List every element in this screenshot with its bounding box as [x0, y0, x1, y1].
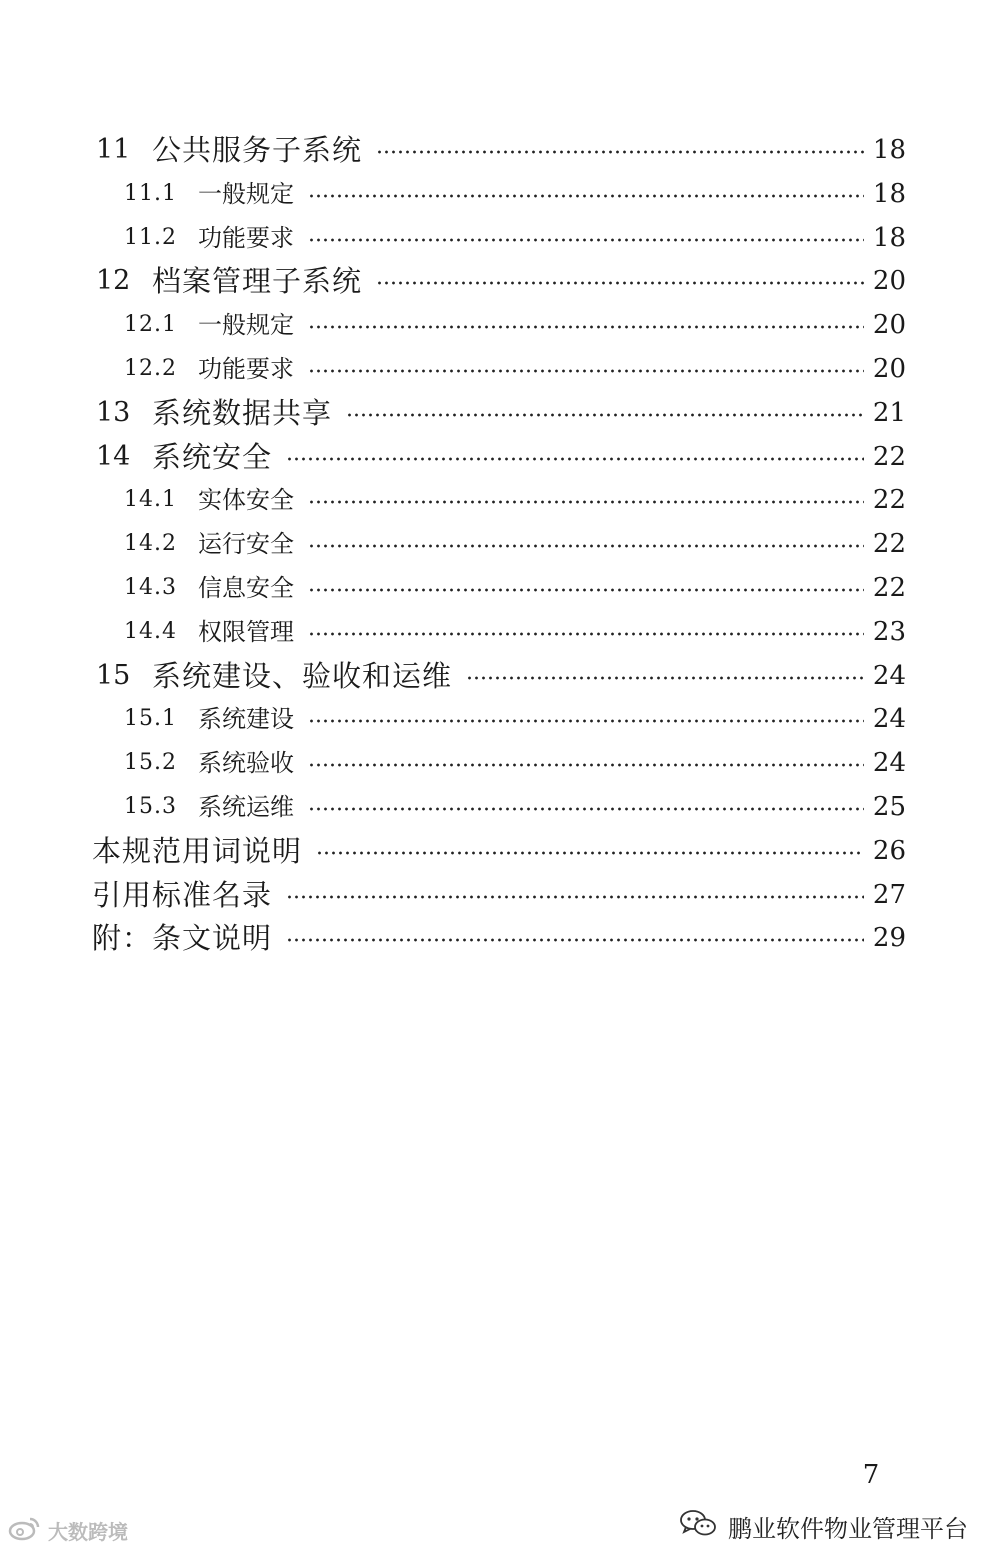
toc-entry	[0, 305, 998, 345]
toc-entry-number: 12.2	[124, 356, 177, 381]
toc-entry-number: 14.1	[124, 487, 177, 513]
toc-entry-page: 22	[872, 441, 906, 472]
watermark-left-text: 大数跨境	[48, 1519, 128, 1544]
toc-entry-page: 22	[872, 485, 906, 516]
toc-entry-title: 档案管理子系统	[152, 264, 363, 299]
toc-entry	[0, 174, 998, 214]
toc-entry-page: 18	[872, 178, 906, 209]
toc-entry-title: 系统运维	[198, 793, 294, 821]
toc-entry-number: 15.1	[124, 706, 177, 732]
toc-entry-number: 14	[96, 440, 131, 472]
toc-entry-page: 22	[872, 573, 906, 603]
toc-entry-number: 12	[96, 265, 131, 297]
toc-entry-page: 20	[872, 310, 906, 341]
toc-entry-title: 系统建设	[198, 705, 294, 734]
toc-entry-number: 15.2	[124, 750, 177, 776]
toc-entry-title: 一般规定	[198, 179, 294, 208]
toc-entry-title: 权限管理	[198, 617, 294, 646]
toc-entry	[0, 831, 998, 871]
toc-entry	[0, 130, 998, 170]
toc-entry-title: 附：条文说明	[92, 921, 273, 956]
watermark-left	[8, 1515, 128, 1545]
toc-entry	[0, 218, 998, 258]
toc-entry-page: 18	[872, 135, 906, 165]
toc-leader-dots	[308, 194, 864, 198]
toc-entry	[0, 480, 998, 520]
toc-leader-dots	[376, 281, 864, 285]
toc-entry-number: 13	[96, 396, 131, 428]
toc-entry-title: 功能要求	[198, 355, 294, 383]
toc-entry-title: 系统验收	[198, 749, 294, 778]
toc-entry-page: 18	[872, 222, 906, 253]
toc-entry-page: 25	[872, 792, 906, 822]
toc-entry-title: 运行安全	[198, 530, 294, 559]
toc-entry	[0, 261, 998, 301]
toc-entry	[0, 699, 998, 739]
toc-leader-dots	[308, 500, 864, 504]
toc-entry-number: 15	[96, 659, 131, 691]
toc-entry	[0, 393, 998, 433]
toc-leader-dots	[286, 938, 864, 942]
page-number: 7	[862, 1460, 880, 1490]
toc-entry-title: 信息安全	[198, 574, 294, 602]
toc-entry-title: 系统建设、验收和运维	[152, 658, 453, 693]
toc-entry-title: 实体安全	[198, 486, 294, 515]
toc-entry-title: 引用标准名录	[92, 877, 273, 912]
toc-leader-dots	[308, 369, 864, 373]
toc-entry-title: 系统安全	[152, 439, 273, 474]
toc-entry-page: 26	[872, 835, 906, 866]
toc-entry	[0, 918, 998, 958]
toc-entry-page: 24	[872, 748, 906, 779]
toc-entry-number: 11	[96, 134, 131, 165]
toc-leader-dots	[376, 150, 864, 154]
wechat-icon	[678, 1508, 718, 1544]
toc-entry-number: 14.4	[124, 618, 177, 644]
toc-entry	[0, 437, 998, 477]
toc-leader-dots	[308, 325, 864, 329]
toc-entry-number: 14.2	[124, 531, 177, 557]
toc-entry-page: 24	[872, 660, 906, 691]
toc-entry-title: 一般规定	[198, 311, 294, 340]
toc-entry-page: 24	[872, 704, 906, 735]
toc-entry	[0, 612, 998, 652]
toc-leader-dots	[308, 719, 864, 723]
toc-leader-dots	[316, 851, 864, 855]
toc-leader-dots	[308, 544, 864, 548]
toc-entry-page: 20	[872, 354, 906, 384]
toc-leader-dots	[346, 413, 864, 417]
toc-entry	[0, 875, 998, 915]
toc-entry	[0, 349, 998, 389]
toc-entry-title: 功能要求	[198, 223, 294, 252]
toc-entry-page: 29	[872, 923, 906, 954]
toc-entry	[0, 568, 998, 608]
toc-entry-page: 23	[872, 616, 906, 647]
toc-entry	[0, 787, 998, 827]
watermark-right	[678, 1506, 968, 1546]
weibo-icon	[8, 1515, 42, 1546]
toc-leader-dots	[466, 676, 864, 680]
toc-entry-number: 11.1	[124, 180, 177, 206]
toc-leader-dots	[308, 632, 864, 636]
toc-entry-page: 22	[872, 529, 906, 560]
toc-entry	[0, 743, 998, 783]
toc-entry-page: 21	[872, 397, 906, 428]
toc-leader-dots	[286, 457, 864, 461]
toc-entry-page: 27	[872, 879, 906, 910]
toc-entry-number: 14.3	[124, 575, 177, 600]
toc-entry-title: 系统数据共享	[152, 395, 333, 430]
toc-entry-number: 12.1	[124, 312, 177, 338]
toc-leader-dots	[308, 807, 864, 811]
toc-entry-number: 15.3	[124, 794, 177, 819]
watermark-right-text: 鹏业软件物业管理平台	[728, 1514, 968, 1543]
toc-leader-dots	[308, 588, 864, 592]
toc-leader-dots	[308, 763, 864, 767]
toc-entry-number: 11.2	[124, 224, 177, 250]
toc-leader-dots	[286, 895, 864, 899]
toc-entry-page: 20	[872, 266, 906, 297]
toc-entry	[0, 656, 998, 696]
toc-leader-dots	[308, 238, 864, 242]
toc-entry	[0, 524, 998, 564]
toc-entry-title: 公共服务子系统	[152, 133, 363, 167]
toc-entry-title: 本规范用词说明	[92, 833, 303, 868]
